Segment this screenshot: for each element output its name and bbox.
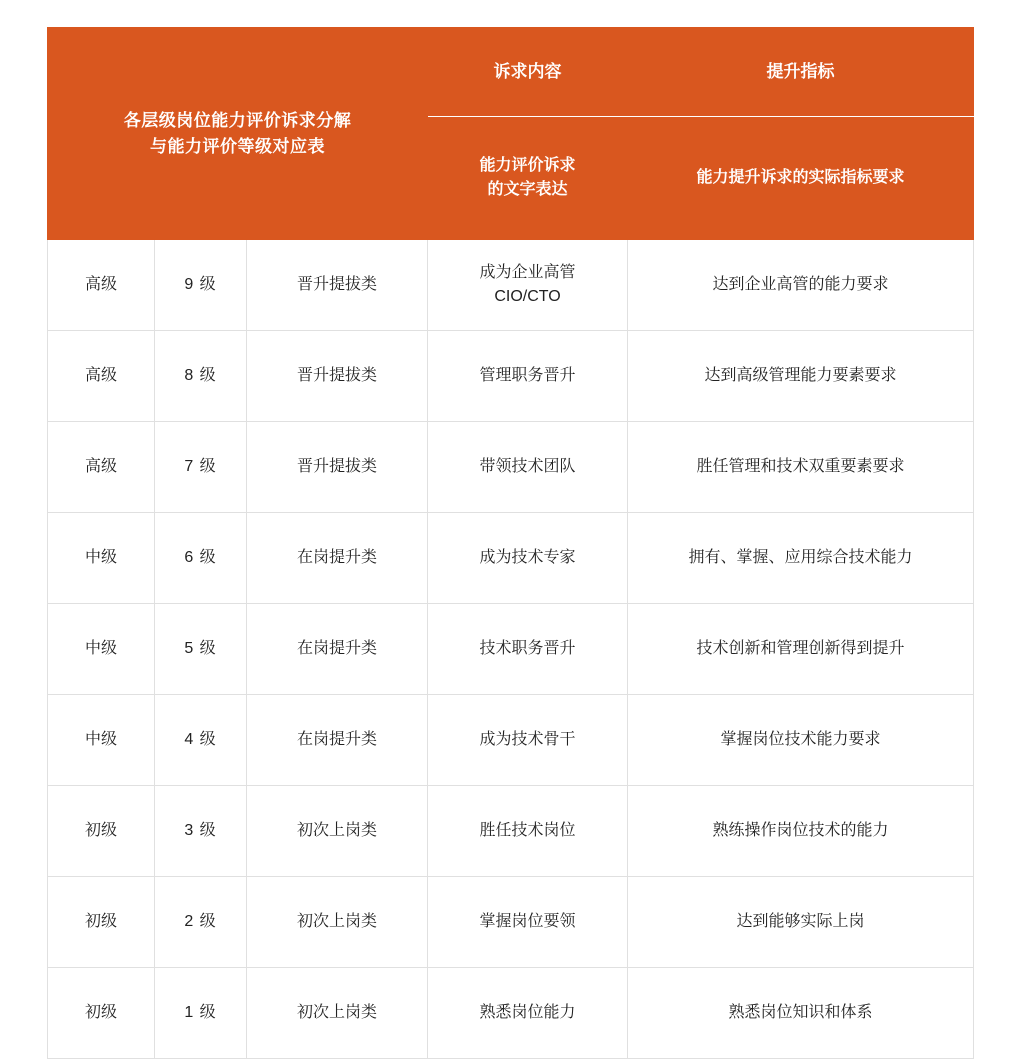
header-sub-appeal-text-line1: 能力评价诉求 xyxy=(479,157,576,174)
cell-metric: 技术创新和管理创新得到提升 xyxy=(628,604,974,695)
cell-category: 晋升提拔类 xyxy=(247,422,428,513)
cell-category: 初次上岗类 xyxy=(247,968,428,1059)
cell-category: 在岗提升类 xyxy=(247,695,428,786)
table-row xyxy=(48,968,974,1059)
cell-appeal xyxy=(428,422,628,513)
cell-metric: 达到能够实际上岗 xyxy=(628,877,974,968)
cell-appeal-line1: 成为技术骨干 xyxy=(479,731,576,748)
table-row xyxy=(48,422,974,513)
header-group-improvement-metric: 提升指标 xyxy=(628,28,974,117)
cell-category: 初次上岗类 xyxy=(247,786,428,877)
cell-appeal-line1: 掌握岗位要领 xyxy=(479,913,576,930)
table-body xyxy=(48,240,974,1059)
cell-metric: 达到高级管理能力要素要求 xyxy=(628,331,974,422)
cell-appeal-line1: 技术职务晋升 xyxy=(479,640,576,657)
cell-level: 高级 xyxy=(48,240,155,331)
header-group-appeal-content: 诉求内容 xyxy=(428,28,628,117)
cell-appeal-line1: 管理职务晋升 xyxy=(479,367,576,384)
cell-appeal xyxy=(428,513,628,604)
cell-grade: 7 级 xyxy=(155,422,247,513)
cell-appeal xyxy=(428,968,628,1059)
cell-appeal xyxy=(428,604,628,695)
table-row xyxy=(48,240,974,331)
table-row xyxy=(48,695,974,786)
cell-grade: 2 级 xyxy=(155,877,247,968)
cell-appeal xyxy=(428,331,628,422)
cell-grade: 4 级 xyxy=(155,695,247,786)
cell-level: 中级 xyxy=(48,604,155,695)
cell-appeal-line1: 带领技术团队 xyxy=(479,458,576,475)
cell-appeal xyxy=(428,786,628,877)
table-row xyxy=(48,331,974,422)
table-row xyxy=(48,513,974,604)
cell-appeal xyxy=(428,240,628,331)
table-title-cell xyxy=(48,28,428,240)
table-header xyxy=(48,28,974,240)
cell-level: 中级 xyxy=(48,695,155,786)
header-sub-appeal-text xyxy=(428,117,628,240)
cell-grade: 3 级 xyxy=(155,786,247,877)
table-title-line2: 与能力评价等级对应表 xyxy=(150,136,325,156)
cell-metric: 达到企业高管的能力要求 xyxy=(628,240,974,331)
cell-appeal xyxy=(428,695,628,786)
cell-level: 高级 xyxy=(48,422,155,513)
cell-category: 晋升提拔类 xyxy=(247,331,428,422)
cell-category: 初次上岗类 xyxy=(247,877,428,968)
cell-appeal-line2: CIO/CTO xyxy=(494,288,561,305)
cell-grade: 1 级 xyxy=(155,968,247,1059)
capability-table-container xyxy=(47,27,973,1059)
cell-grade: 9 级 xyxy=(155,240,247,331)
table-row xyxy=(48,786,974,877)
cell-level: 高级 xyxy=(48,331,155,422)
cell-appeal-line1: 成为技术专家 xyxy=(479,549,576,566)
table-row xyxy=(48,604,974,695)
cell-level: 初级 xyxy=(48,968,155,1059)
cell-appeal xyxy=(428,877,628,968)
cell-metric: 熟练操作岗位技术的能力 xyxy=(628,786,974,877)
cell-level: 初级 xyxy=(48,877,155,968)
cell-grade: 6 级 xyxy=(155,513,247,604)
table-title-line1: 各层级岗位能力评价诉求分解 xyxy=(123,111,352,130)
cell-level: 中级 xyxy=(48,513,155,604)
cell-metric: 胜任管理和技术双重要素要求 xyxy=(628,422,974,513)
header-sub-appeal-text-line2: 的文字表达 xyxy=(487,181,568,198)
header-sub-metric-requirement: 能力提升诉求的实际指标要求 xyxy=(628,117,974,240)
cell-category: 晋升提拔类 xyxy=(247,240,428,331)
cell-level: 初级 xyxy=(48,786,155,877)
cell-category: 在岗提升类 xyxy=(247,513,428,604)
cell-appeal-line1: 胜任技术岗位 xyxy=(479,822,576,839)
cell-metric: 拥有、掌握、应用综合技术能力 xyxy=(628,513,974,604)
cell-appeal-line1: 熟悉岗位能力 xyxy=(479,1004,576,1021)
cell-appeal-line1: 成为企业高管 xyxy=(479,264,576,281)
capability-evaluation-table xyxy=(47,27,974,1059)
cell-metric: 熟悉岗位知识和体系 xyxy=(628,968,974,1059)
cell-grade: 8 级 xyxy=(155,331,247,422)
cell-grade: 5 级 xyxy=(155,604,247,695)
cell-metric: 掌握岗位技术能力要求 xyxy=(628,695,974,786)
cell-category: 在岗提升类 xyxy=(247,604,428,695)
table-row xyxy=(48,877,974,968)
table-header-row-top xyxy=(48,28,974,117)
